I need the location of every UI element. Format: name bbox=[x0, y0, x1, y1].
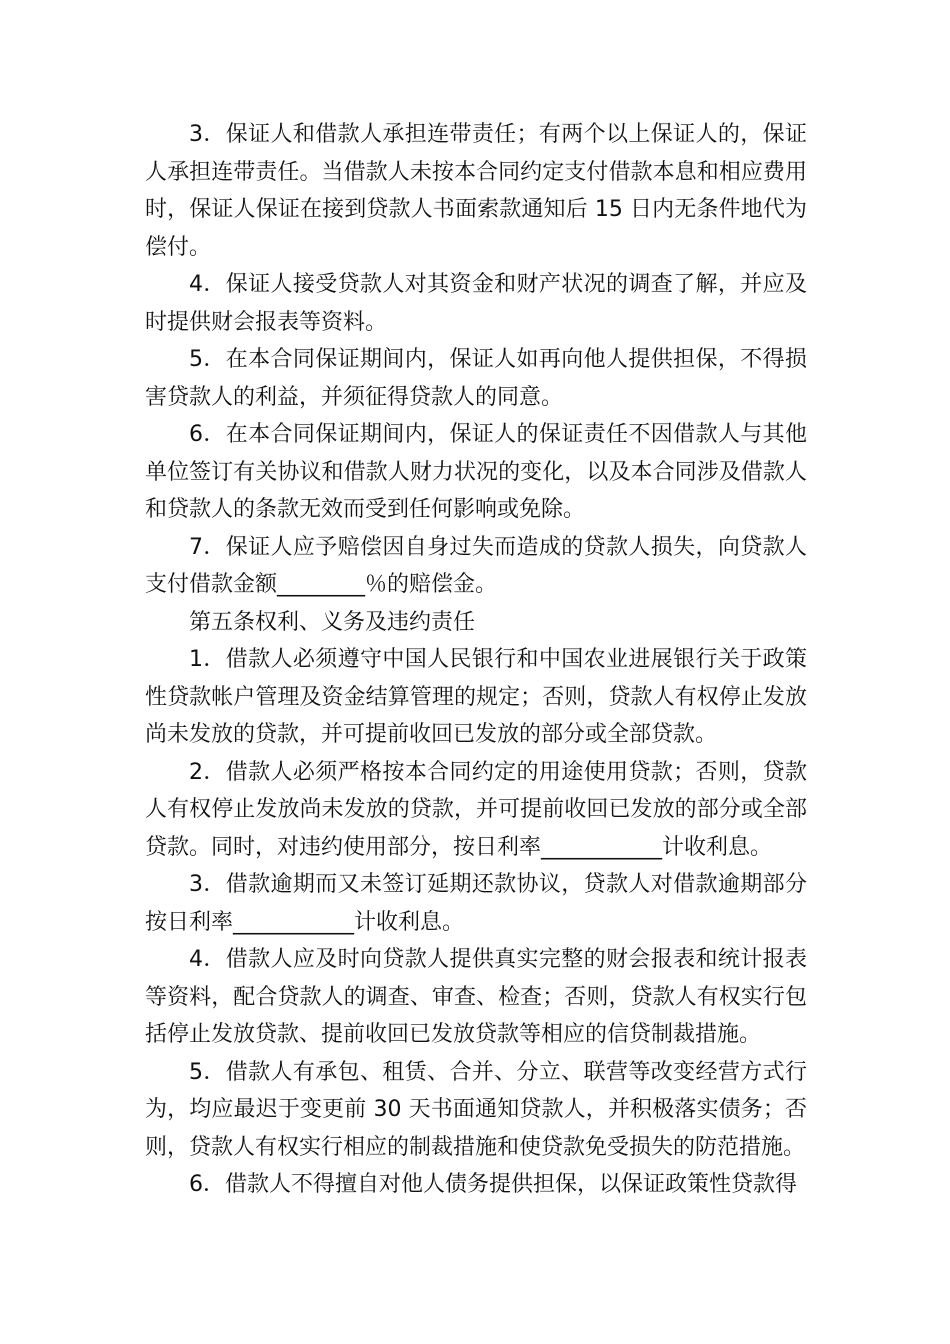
clause-5-item-5: 5．借款人有承包、租赁、合并、分立、联营等改变经营方式行为，均应最迟于变更前 30 天书面通知贷款人，并积极落实债务；否则，贷款人有权实行相应的制裁措施和使贷款免受损失的防范措施。 bbox=[145, 1059, 807, 1160]
clause-4-item-5: 5．在本合同保证期间内，保证人如再向他人提供担保，不得损害贷款人的利益，并须征得贷款人的同意。 bbox=[145, 347, 807, 410]
document-page bbox=[145, 116, 807, 1204]
clause-5-item-4: 4．借款人应及时向贷款人提供真实完整的财会报表和统计报表等资料，配合贷款人的调查、审查、检查；否则，贷款人有权实行包括停止发放贷款、提前收回已发放贷款等相应的信贷制裁措施。 bbox=[145, 947, 807, 1047]
clause-4-item-4: 4．保证人接受贷款人对其资金和财产状况的调查了解，并应及时提供财会报表等资料。 bbox=[145, 272, 807, 335]
clause-4-item-7: 7．保证人应予赔偿因自身过失而造成的贷款人损失，向贷款人支付借款金额________％的赔偿金。 bbox=[145, 534, 807, 597]
clause-5-heading: 第五条权利、义务及违约责任 bbox=[189, 609, 476, 635]
clause-5-item-2: 2．借款人必须严格按本合同约定的用途使用贷款；否则，贷款人有权停止发放尚未发放的贷款，并可提前收回已发放的部分或全部贷款。同时，对违约使用部分，按日利率___________计收利息。 bbox=[145, 759, 807, 860]
clause-4-item-6: 6．在本合同保证期间内，保证人的保证责任不因借款人与其他单位签订有关协议和借款人财力状况的变化，以及本合同涉及借款人和贷款人的条款无效而受到任何影响或免除。 bbox=[145, 422, 807, 522]
clause-5-item-1: 1．借款人必须遵守中国人民银行和中国农业进展银行关于政策性贷款帐户管理及资金结算管理的规定；否则，贷款人有权停止发放尚未发放的贷款，并可提前收回已发放的部分或全部贷款。 bbox=[145, 647, 807, 747]
clause-5-item-6: 6．借款人不得擅自对他人债务提供担保，以保证政策性贷款得 bbox=[189, 1172, 797, 1197]
clause-4-item-3: 3．保证人和借款人承担连带责任；有两个以上保证人的，保证人承担连带责任。当借款人未按本合同约定支付借款本息和相应费用时，保证人保证在接到贷款人书面索款通知后 15 日内无条件地代为偿付。 bbox=[145, 122, 807, 260]
clause-5-item-3: 3．借款逾期而又未签订延期还款协议，贷款人对借款逾期部分按日利率___________计收利息。 bbox=[145, 872, 807, 935]
